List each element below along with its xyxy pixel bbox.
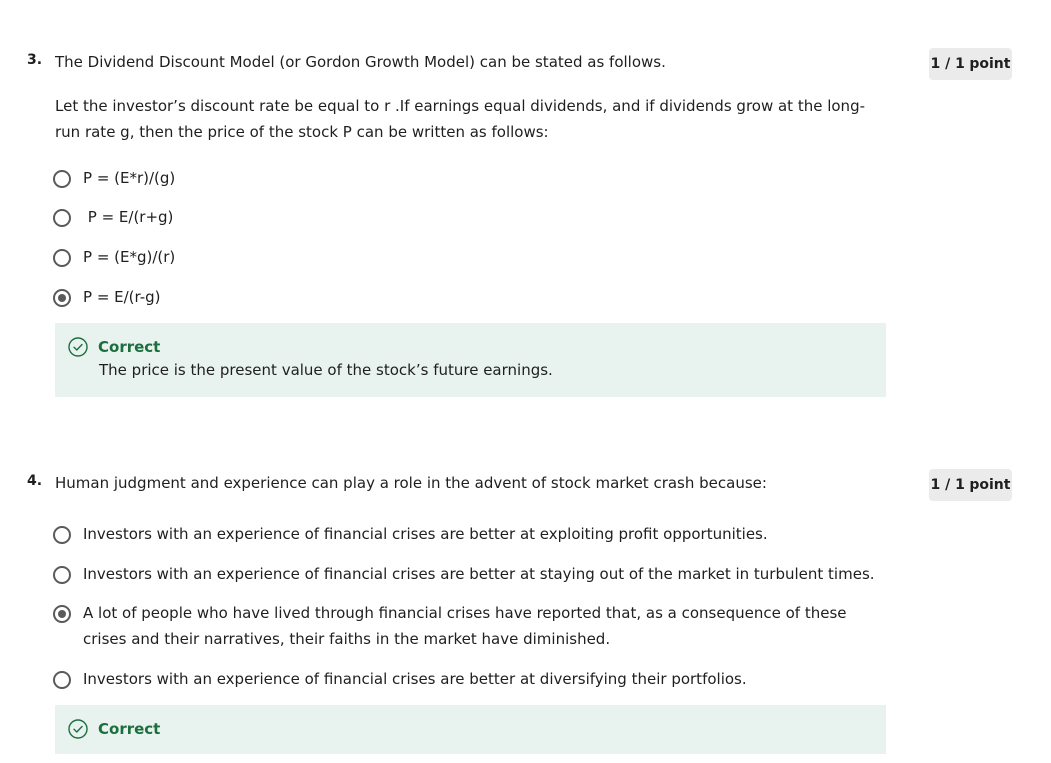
answer-option[interactable]	[53, 246, 883, 270]
answer-option[interactable]	[53, 206, 883, 230]
option-label: P = E/(r+g)	[83, 208, 174, 226]
question-subtext: Let the investor’s discount rate be equal to r .If earnings equal dividends, and if dividends grow at the long-run rate g, then the price of the stock P can be written as follows:	[55, 97, 865, 141]
answer-option[interactable]	[53, 668, 883, 692]
points-unit: point	[969, 477, 1011, 493]
radio-button[interactable]	[53, 170, 71, 188]
answer-option[interactable]	[53, 286, 883, 310]
radio-button-selected[interactable]	[53, 289, 71, 307]
check-circle-icon	[68, 337, 88, 357]
feedback-title: Correct	[98, 720, 161, 738]
option-label: P = (E*r)/(g)	[83, 169, 176, 187]
feedback-box	[55, 705, 886, 754]
points-badge	[929, 469, 1012, 501]
check-circle-icon	[68, 719, 88, 739]
feedback-text: The price is the present value of the stock’s future earnings.	[99, 361, 553, 379]
question-text: Human judgment and experience can play a role in the advent of stock market crash because:	[55, 474, 767, 492]
feedback-box	[55, 323, 886, 397]
answer-option[interactable]	[53, 602, 873, 652]
radio-button[interactable]	[53, 249, 71, 267]
points-unit: point	[969, 56, 1011, 72]
points-score: 1 / 1	[930, 56, 965, 72]
radio-button[interactable]	[53, 671, 71, 689]
question-text: The Dividend Discount Model (or Gordon Growth Model) can be stated as follows.	[55, 53, 666, 71]
answer-option[interactable]	[53, 167, 883, 191]
option-label: Investors with an experience of financial crises are better at exploiting profit opportunities.	[83, 525, 768, 543]
question-number: 4.	[27, 473, 43, 489]
feedback-header	[68, 337, 160, 357]
option-label: Investors with an experience of financial crises are better at diversifying their portfolios.	[83, 670, 747, 688]
option-label: Investors with an experience of financial crises are better at staying out of the market in turbulent times.	[83, 565, 875, 583]
radio-button[interactable]	[53, 526, 71, 544]
feedback-header	[68, 719, 160, 739]
points-score: 1 / 1	[930, 477, 965, 493]
question-number: 3.	[27, 52, 43, 68]
option-label: P = E/(r-g)	[83, 288, 161, 306]
radio-button[interactable]	[53, 209, 71, 227]
points-badge	[929, 48, 1012, 80]
option-label: P = (E*g)/(r)	[83, 248, 176, 266]
answer-option[interactable]	[53, 523, 883, 547]
answer-option[interactable]	[53, 563, 883, 587]
radio-button-selected[interactable]	[53, 605, 71, 623]
feedback-title: Correct	[98, 338, 161, 356]
radio-button[interactable]	[53, 566, 71, 584]
option-label: A lot of people who have lived through financial crises have reported that, as a consequence of these crises and their narratives, their faiths in the market have diminished.	[83, 604, 847, 648]
